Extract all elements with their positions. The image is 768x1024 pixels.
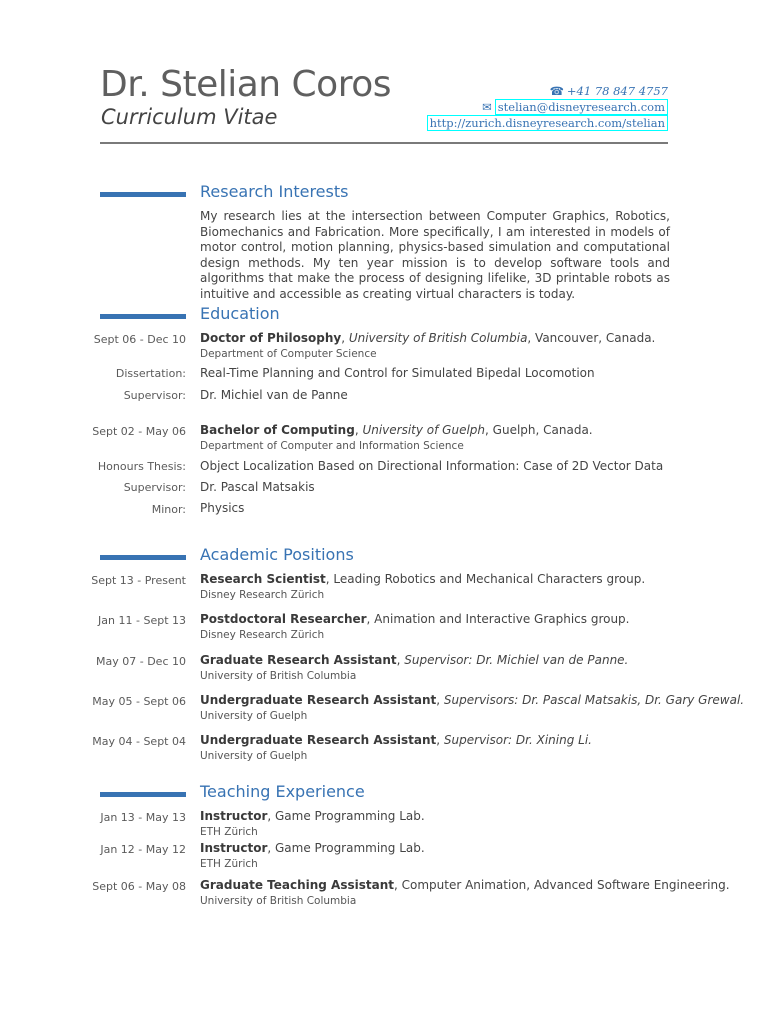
research-paragraph: My research lies at the intersection between Computer Graphics, Robotics, Biomechanics and Fabrication. More specifically, I am interested in models of motor control, motion planning, physics-based simulation and computational design methods. My ten year mission is to develop software tools and algorithms that make the process of designing lifelike, 3D printable robots as intuitive and accessible as creating virtual characters is today. (200, 209, 670, 301)
phd-place: , Vancouver, Canada. (527, 331, 656, 345)
phd-dates: Sept 06 - Dec 10 (93, 333, 186, 346)
teaching-role: Instructor (200, 809, 268, 823)
position-detail: Supervisors: Dr. Pascal Matsakis, Dr. Gary Grewal. (443, 693, 745, 707)
bsc-dates: Sept 02 - May 06 (92, 425, 186, 438)
position-dates: May 05 - Sept 06 (92, 695, 186, 708)
bsc-thesis-label: Honours Thesis: (97, 460, 186, 473)
position-role: Graduate Research Assistant (200, 653, 397, 667)
position-role: Postdoctoral Researcher (200, 612, 367, 626)
position-org: University of Guelph (200, 750, 308, 762)
teaching-role: Graduate Teaching Assistant (200, 878, 394, 892)
position-entry: Graduate Research Assistant, Supervisor: Dr. Michiel van de Panne. (200, 653, 629, 667)
phone-number: +41 78 847 4757 (566, 84, 668, 98)
position-dates: May 04 - Sept 04 (92, 735, 186, 748)
position-role: Undergraduate Research Assistant (200, 693, 437, 707)
section-title-positions: Academic Positions (200, 545, 354, 564)
position-role: Research Scientist (200, 572, 326, 586)
position-entry (200, 612, 630, 626)
position-entry: Undergraduate Research Assistant, Supervisor: Dr. Xining Li. (200, 733, 592, 747)
teaching-org: ETH Zürich (200, 858, 258, 870)
cv-name: Dr. Stelian Coros (100, 64, 391, 105)
bsc-supervisor: Dr. Pascal Matsakis (200, 480, 315, 494)
teaching-detail: , Computer Animation, Advanced Software Engineering. (394, 878, 730, 892)
section-bar-research (100, 192, 186, 197)
section-bar-education (100, 314, 186, 319)
phd-degree: Doctor of Philosophy (200, 331, 342, 345)
phone-icon: ☎ (549, 84, 564, 98)
bsc-school: University of Guelph (362, 423, 486, 437)
website-row (427, 115, 668, 131)
bsc-sup-label: Supervisor: (123, 481, 186, 494)
position-entry (200, 572, 645, 586)
bsc-dept: Department of Computer and Information Science (200, 440, 464, 452)
bsc-place: , Guelph, Canada. (485, 423, 593, 437)
position-entry: Undergraduate Research Assistant, Supervisors: Dr. Pascal Matsakis, Dr. Gary Grewal. (200, 693, 745, 707)
position-detail: Supervisor: Dr. Xining Li. (443, 733, 592, 747)
teaching-org: University of British Columbia (200, 895, 357, 907)
bsc-entry: Bachelor of Computing, University of Guelph, Guelph, Canada. (200, 423, 593, 437)
phd-entry: Doctor of Philosophy, University of British Columbia, Vancouver, Canada. (200, 331, 656, 345)
phd-school: University of British Columbia (348, 331, 528, 345)
teaching-role: Instructor (200, 841, 268, 855)
teaching-entry (200, 878, 730, 892)
email-row (427, 99, 668, 115)
teaching-org: ETH Zürich (200, 826, 258, 838)
header-divider (100, 142, 668, 144)
position-detail: , Leading Robotics and Mechanical Characters group. (325, 572, 646, 586)
phd-supervisor: Dr. Michiel van de Panne (200, 388, 348, 402)
position-org: Disney Research Zürich (200, 629, 325, 641)
phd-dissertation: Real-Time Planning and Control for Simulated Bipedal Locomotion (200, 366, 595, 380)
teaching-detail: , Game Programming Lab. (267, 809, 425, 823)
position-dates: May 07 - Dec 10 (96, 655, 186, 668)
position-dates: Jan 11 - Sept 13 (98, 614, 186, 627)
position-dates: Sept 13 - Present (91, 574, 186, 587)
position-org: Disney Research Zürich (200, 589, 325, 601)
bsc-minor: Physics (200, 501, 245, 515)
phone-row (427, 83, 668, 99)
section-title-education: Education (200, 304, 280, 323)
bsc-thesis: Object Localization Based on Directional Information: Case of 2D Vector Data (200, 459, 664, 473)
phd-sup-label: Supervisor: (123, 389, 186, 402)
section-bar-teaching (100, 792, 186, 797)
position-org: University of Guelph (200, 710, 308, 722)
cv-subtitle: Curriculum Vitae (101, 105, 278, 129)
position-detail: , Animation and Interactive Graphics group. (366, 612, 630, 626)
section-bar-positions (100, 555, 186, 560)
email-icon: ✉ (482, 100, 492, 114)
phd-dept: Department of Computer Science (200, 348, 377, 360)
teaching-dates: Jan 13 - May 13 (100, 811, 186, 824)
phd-diss-label: Dissertation: (115, 367, 186, 380)
teaching-dates: Sept 06 - May 08 (92, 880, 186, 893)
teaching-entry (200, 841, 425, 855)
position-detail: Supervisor: Dr. Michiel van de Panne. (404, 653, 629, 667)
position-org: University of British Columbia (200, 670, 357, 682)
bsc-degree: Bachelor of Computing (200, 423, 355, 437)
email-link[interactable]: stelian@disneyresearch.com (495, 99, 668, 115)
teaching-entry (200, 809, 425, 823)
position-role: Undergraduate Research Assistant (200, 733, 437, 747)
contact-block (427, 83, 668, 131)
teaching-dates: Jan 12 - May 12 (100, 843, 186, 856)
bsc-minor-label: Minor: (151, 503, 186, 516)
teaching-detail: , Game Programming Lab. (267, 841, 425, 855)
section-title-teaching: Teaching Experience (200, 782, 365, 801)
section-title-research: Research Interests (200, 182, 349, 201)
website-link[interactable]: http://zurich.disneyresearch.com/stelian (427, 115, 668, 131)
